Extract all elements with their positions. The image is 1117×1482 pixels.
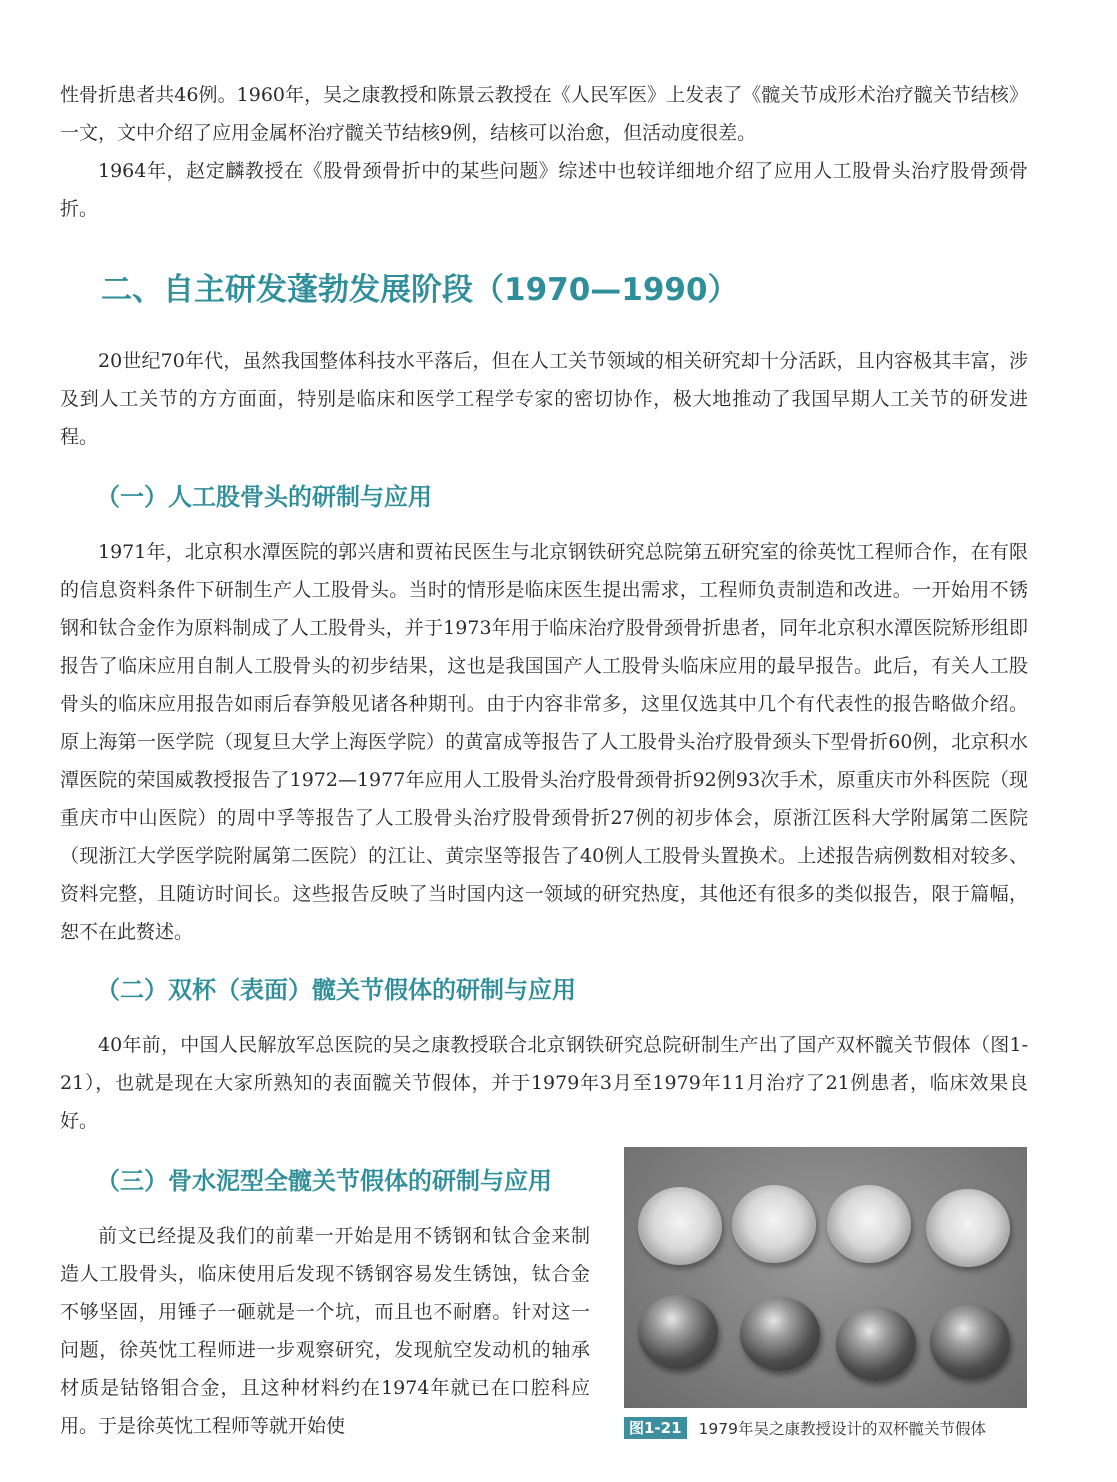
paragraph-1970s-intro: 20世纪70年代，虽然我国整体科技水平落后，但在人工关节领域的相关研究却十分活跃，且内容极其丰富，涉及到人工关节的方方面面，特别是临床和医学工程学专家的密切协作，极大地推动了我国早期人工关节的研发进程。	[60, 350, 1028, 448]
cup-3	[827, 1185, 911, 1263]
section-heading: 二、自主研发蓬勃发展阶段（1970—1990）	[101, 272, 739, 308]
figure-photo-double-cup-prosthesis	[624, 1147, 1027, 1408]
subsection-heading-3: （三）骨水泥型全髋关节假体的研制与应用	[96, 1167, 552, 1195]
figure-caption	[624, 1416, 1034, 1440]
femoral-ball-1	[638, 1295, 718, 1369]
paragraph-1964: 1964年，赵定麟教授在《股骨颈骨折中的某些问题》综述中也较详细地介绍了应用人工股骨头治疗股骨颈骨折。	[60, 160, 1028, 220]
paragraph-cemented-hip: 前文已经提及我们的前辈一开始是用不锈钢和钛合金来制造人工股骨头，临床使用后发现不锈钢容易发生锈蚀，钛合金不够坚固，用锤子一砸就是一个坑，而且也不耐磨。针对这一问题，徐英忱工程师进一步观察研究，发现航空发动机的轴承材质是钴铬钼合金，且这种材料约在1974年就已在口腔科应用。于是徐英忱工程师等就开始使	[60, 1225, 590, 1437]
cup-4	[926, 1189, 1010, 1267]
paragraph-continuation: 性骨折患者共46例。1960年，吴之康教授和陈景云教授在《人民军医》上发表了《髋关节成形术治疗髋关节结核》一文，文中介绍了应用金属杯治疗髋关节结核9例，结核可以治愈，但活动度很差。	[60, 84, 1028, 144]
paragraph-femoral-head: 1971年，北京积水潭医院的郭兴唐和贾祐民医生与北京钢铁研究总院第五研究室的徐英忱工程师合作，在有限的信息资料条件下研制生产人工股骨头。当时的情形是临床医生提出需求，工程师负责制造和改进。一开始用不锈钢和钛合金作为原料制成了人工股骨头，并于1973年用于临床治疗股骨颈骨折患者，同年北京积水潭医院矫形组即报告了临床应用自制人工股骨头的初步结果，这也是我国国产人工股骨头临床应用的最早报告。此后，有关人工股骨头的临床应用报告如雨后春笋般见诸各种期刊。由于内容非常多，这里仅选其中几个有代表性的报告略做介绍。原上海第一医学院（现复旦大学上海医学院）的黄富成等报告了人工股骨头治疗股骨颈头下型骨折60例，北京积水潭医院的荣国威教授报告了1972—1977年应用人工股骨头治疗股骨颈骨折92例93次手术，原重庆市外科医院（现重庆市中山医院）的周中孚等报告了人工股骨头治疗股骨颈骨折27例的初步体会，原浙江医科大学附属第二医院（现浙江大学医学院附属第二医院）的江让、黄宗坚等报告了40例人工股骨头置换术。上述报告病例数相对较多、资料完整，且随访时间长。这些报告反映了当时国内这一领域的研究热度，其他还有很多的类似报告，限于篇幅，恕不在此赘述。	[60, 541, 1028, 943]
femoral-ball-3	[836, 1307, 916, 1381]
figure-caption-text: 1979年吴之康教授设计的双杯髋关节假体	[698, 1420, 986, 1438]
femoral-ball-2	[740, 1297, 820, 1371]
cup-2	[732, 1185, 816, 1263]
paragraph-double-cup: 40年前，中国人民解放军总医院的吴之康教授联合北京钢铁研究总院研制生产出了国产双杯髋关节假体（图1-21），也就是现在大家所熟知的表面髋关节假体，并于1979年3月至1979年11月治疗了21例患者，临床效果良好。	[60, 1034, 1029, 1132]
subsection-heading-1: （一）人工股骨头的研制与应用	[96, 483, 432, 511]
subsection-heading-2: （二）双杯（表面）髋关节假体的研制与应用	[96, 976, 576, 1004]
figure-label: 图1-21	[624, 1417, 687, 1439]
femoral-ball-4	[930, 1305, 1010, 1379]
cup-1	[638, 1187, 722, 1265]
